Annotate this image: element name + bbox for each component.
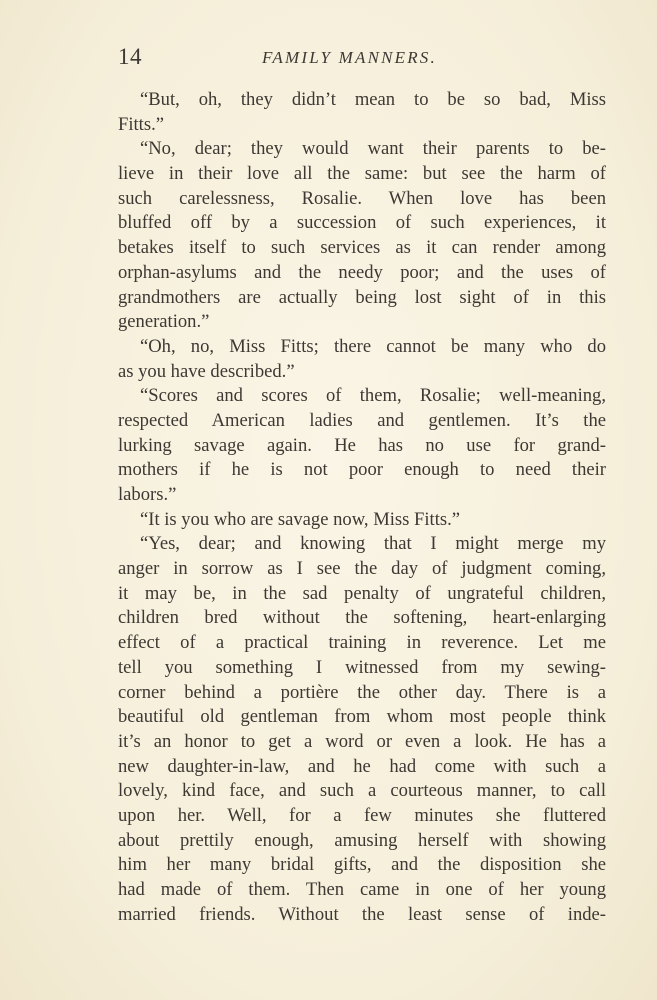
text-line: labors.” <box>118 484 177 505</box>
running-head: FAMILY MANNERS. <box>262 48 437 67</box>
text-line: “No, dear; they would want their parents to be- <box>140 138 606 160</box>
text-line: orphan-asylums and the needy poor; and the uses of <box>118 261 606 283</box>
text-line: respected American ladies and gentlemen. It’s the <box>118 409 606 431</box>
text-line: betakes itself to such services as it can render among <box>118 237 606 259</box>
text-line: mothers if he is not poor enough to need their <box>118 459 606 481</box>
text-line: Fitts.” <box>118 113 164 135</box>
text-line: it’s an honor to get a word or even a look. He has a <box>118 730 606 752</box>
text-line: grandmothers are actually being lost sight of in this <box>118 286 606 308</box>
text-line: “Yes, dear; and knowing that I might merge my <box>140 533 606 555</box>
text-line: children bred without the softening, heart-enlarging <box>118 607 606 629</box>
text-line: corner behind a portière the other day. There is a <box>118 681 606 703</box>
text-line: married friends. Without the least sense of inde- <box>118 903 606 925</box>
text-line: had made of them. Then came in one of her young <box>118 879 606 900</box>
text-line: bluffed off by a succession of such experiences, it <box>118 212 606 234</box>
text-line: effect of a practical training in reverence. Let me <box>118 632 606 654</box>
text-line: upon her. Well, for a few minutes she fluttered <box>118 804 606 826</box>
text-line: lovely, kind face, and such a courteous manner, to call <box>118 780 606 802</box>
text-line: “Scores and scores of them, Rosalie; well-meaning, <box>140 385 606 407</box>
text-line: “Oh, no, Miss Fitts; there cannot be many who do <box>140 335 606 357</box>
text-line: lieve in their love all the same: but see the harm of <box>118 163 606 185</box>
body-text <box>118 88 606 927</box>
text-line: as you have described.” <box>118 360 295 382</box>
text-line: lurking savage again. He has no use for grand- <box>118 434 606 456</box>
text-line: anger in sorrow as I see the day of judgment coming, <box>118 558 606 580</box>
text-line: about prettily enough, amusing herself with showing <box>118 829 606 851</box>
page-number: 14 <box>118 44 142 69</box>
text-line: beautiful old gentleman from whom most people think <box>118 706 606 728</box>
text-line: such carelessness, Rosalie. When love has been <box>118 187 606 209</box>
page-header <box>118 44 606 74</box>
text-line: it may be, in the sad penalty of ungrateful children, <box>118 582 606 604</box>
text-line: tell you something I witnessed from my sewing- <box>118 656 606 678</box>
text-line: generation.” <box>118 311 210 333</box>
text-line: “It is you who are savage now, Miss Fitts.” <box>140 508 461 530</box>
text-line: him her many bridal gifts, and the disposition she <box>118 854 606 876</box>
text-line: new daughter-in-law, and he had come with such a <box>118 755 606 777</box>
text-line: “But, oh, they didn’t mean to be so bad, Miss <box>140 89 606 110</box>
